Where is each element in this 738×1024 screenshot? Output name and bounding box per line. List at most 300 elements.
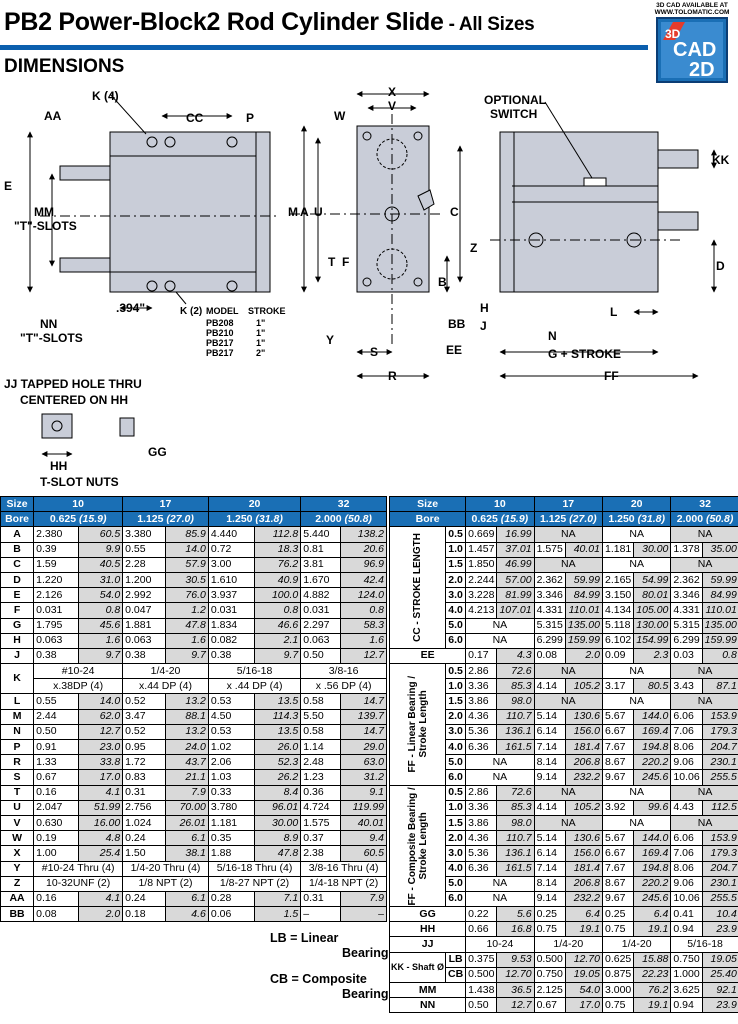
row-label: M <box>1 709 34 724</box>
cell-mm: 0.8 <box>255 603 301 618</box>
cell-mm: 19.1 <box>634 922 671 937</box>
cell-inch: 2.165 <box>602 572 633 587</box>
table-row <box>1 664 387 679</box>
label-c: C <box>450 205 459 219</box>
cell-inch: 9.67 <box>602 891 633 906</box>
cell-inch: 0.53 <box>208 724 254 739</box>
cell-mm: 96.9 <box>340 557 386 572</box>
model-name: PB210 <box>206 328 234 338</box>
cell-mm: 245.6 <box>634 770 671 785</box>
cell-inch: 0.25 <box>602 907 633 922</box>
cell-mm: 84.99 <box>565 588 602 603</box>
cell-inch: 4.213 <box>466 603 497 618</box>
cell-inch: 4.36 <box>466 709 497 724</box>
cell-inch: 4.36 <box>466 831 497 846</box>
label-f: F <box>342 255 350 269</box>
cell-inch: 0.375 <box>466 952 497 967</box>
cell-inch: 0.16 <box>34 785 79 800</box>
cell-mm: 1.6 <box>166 633 209 648</box>
table-row <box>390 937 738 952</box>
cell-inch: 0.047 <box>123 603 166 618</box>
cell-inch: 0.18 <box>123 907 166 922</box>
cell-inch: 1.181 <box>602 542 633 557</box>
cell-inch: 3.47 <box>123 709 166 724</box>
table-row <box>390 952 738 967</box>
cell-inch: 0.52 <box>123 694 166 709</box>
cell-mm: 23.0 <box>78 740 123 755</box>
note-lb-line2: Bearing <box>342 946 389 960</box>
table-row <box>390 527 738 542</box>
cell-mm: 30.5 <box>166 572 209 587</box>
cell-mm: 144.0 <box>634 709 671 724</box>
k-thread: 3/8-16 <box>301 664 387 679</box>
cell-na: NA <box>534 694 602 709</box>
cell-inch: 0.55 <box>123 542 166 557</box>
cell-inch: 0.95 <box>123 740 166 755</box>
cell-mm: 4.1 <box>78 891 123 906</box>
cell-inch: 1.834 <box>208 618 254 633</box>
cell-inch: 1.33 <box>34 755 79 770</box>
cell-inch: 2.047 <box>34 800 79 815</box>
cell-inch: 0.08 <box>34 907 79 922</box>
bore-mm: (15.9) <box>79 512 107 525</box>
cell-inch: 5.36 <box>466 846 497 861</box>
cell-mm: 4.3 <box>497 648 534 663</box>
label-r: R <box>388 369 397 383</box>
cell-span: 1/4-20 Thru (4) <box>123 861 209 876</box>
cell-inch: 4.440 <box>208 527 254 542</box>
cell-inch: 0.35 <box>208 831 254 846</box>
bore-row <box>1 512 387 527</box>
cell-inch: 0.72 <box>208 542 254 557</box>
cell-mm: 62.0 <box>78 709 123 724</box>
row-label: F <box>1 603 34 618</box>
cell-inch: 0.53 <box>208 694 254 709</box>
cell-mm: 9.9 <box>78 542 123 557</box>
cell-inch: 0.25 <box>534 907 565 922</box>
cell-inch: 1.02 <box>208 740 254 755</box>
cell-inch: 2.992 <box>123 588 166 603</box>
cell-inch: 5.67 <box>602 831 633 846</box>
cell-inch: 5.67 <box>602 709 633 724</box>
bore-inch: 1.250 <box>226 512 253 525</box>
stroke-label: 1.5 <box>446 557 466 572</box>
cell-inch: 9.06 <box>671 876 702 891</box>
k-thread: 1/4-20 <box>123 664 209 679</box>
label-y: Y <box>326 333 335 347</box>
group-label <box>390 785 446 907</box>
cell-mm: 96.01 <box>255 800 301 815</box>
size-row <box>1 497 387 512</box>
row-label: H <box>1 633 34 648</box>
cell-inch: 0.55 <box>34 694 79 709</box>
cell-inch: 1.200 <box>123 572 166 587</box>
cell-inch: 3.150 <box>602 588 633 603</box>
bore-value <box>534 512 602 527</box>
cell-inch: 0.625 <box>602 952 633 967</box>
cell-mm: 179.3 <box>702 846 738 861</box>
stroke-label: 3.0 <box>446 846 466 861</box>
cell-na: NA <box>534 527 602 542</box>
label-hh: HH <box>50 459 68 473</box>
bore-inch: 1.250 <box>608 512 635 525</box>
cell-inch: 4.882 <box>301 588 341 603</box>
table-row <box>1 588 387 603</box>
table-row <box>1 815 387 830</box>
cell-mm: 9.7 <box>78 648 123 663</box>
cell-inch: 2.38 <box>301 846 341 861</box>
row-label: D <box>1 572 34 587</box>
cell-inch: 3.81 <box>301 557 341 572</box>
cell-inch: 6.06 <box>671 831 702 846</box>
cell-mm: 105.2 <box>565 679 602 694</box>
cell-inch: 1.575 <box>534 542 565 557</box>
cell-mm: 12.70 <box>565 952 602 967</box>
cell-mm: 19.05 <box>702 952 738 967</box>
cell-mm: 1.6 <box>78 633 123 648</box>
cell-mm: 76.2 <box>634 983 671 998</box>
bore-inch: 2.000 <box>315 512 342 525</box>
cell-mm: 110.7 <box>497 709 534 724</box>
cell-inch: 5.14 <box>534 709 565 724</box>
cell-mm: 1.5 <box>255 907 301 922</box>
cell-inch: 0.09 <box>602 648 633 663</box>
cell-mm: 105.00 <box>634 603 671 618</box>
row-label: V <box>1 815 34 830</box>
bore-inch: 1.125 <box>137 512 164 525</box>
stroke-label: 2.0 <box>446 709 466 724</box>
cell-mm: 54.0 <box>78 588 123 603</box>
bore-value <box>301 512 387 527</box>
cell-inch: 0.50 <box>466 998 497 1013</box>
row-label: Y <box>1 861 34 876</box>
cell-inch: 1.378 <box>671 542 702 557</box>
cell-mm: 232.2 <box>565 770 602 785</box>
table-row <box>1 557 387 572</box>
cell-inch: 2.362 <box>671 572 702 587</box>
cell-mm: 19.1 <box>634 998 671 1013</box>
cell-mm: 135.00 <box>565 618 602 633</box>
cell-mm: 31.2 <box>340 770 386 785</box>
table-row <box>1 740 387 755</box>
page-title <box>4 8 534 37</box>
cell-inch: 0.31 <box>301 891 341 906</box>
cell-na: NA <box>602 694 670 709</box>
size-value: 17 <box>534 497 602 512</box>
table-row <box>1 831 387 846</box>
front-view <box>30 94 280 308</box>
cell-mm: 60.5 <box>78 527 123 542</box>
size-value: 32 <box>301 497 387 512</box>
cad-3d-2d-badge-icon <box>651 16 733 86</box>
cell-inch: 0.28 <box>208 891 254 906</box>
row-label: GG <box>390 907 466 922</box>
cell-inch: 1.438 <box>466 983 497 998</box>
model-name: PB217 <box>206 338 234 348</box>
cell-inch: 0.06 <box>208 907 254 922</box>
cell-na: NA <box>466 891 534 906</box>
cell-inch: 2.362 <box>534 572 565 587</box>
model-name: PB217 <box>206 348 234 358</box>
cell-inch: 0.750 <box>671 952 702 967</box>
model-name: PB208 <box>206 318 234 328</box>
row-label: P <box>1 740 34 755</box>
cell-mm: 1.6 <box>340 633 386 648</box>
bore-value <box>466 512 534 527</box>
cell-na: NA <box>466 618 534 633</box>
label-aa: AA <box>44 109 62 123</box>
cell-mm: 72.6 <box>497 785 534 800</box>
label-gg: GG <box>148 445 167 459</box>
cell-mm: 194.8 <box>634 740 671 755</box>
cell-mm: 19.1 <box>565 922 602 937</box>
cell-na: NA <box>602 557 670 572</box>
row-label: AA <box>1 891 34 906</box>
row-label: BB <box>1 907 34 922</box>
cell-mm: 12.7 <box>340 648 386 663</box>
label-jj-2: CENTERED ON HH <box>20 393 129 407</box>
table-row <box>390 998 738 1013</box>
cell-inch: 9.06 <box>671 755 702 770</box>
cell-mm: 14.7 <box>340 724 386 739</box>
cell-na: NA <box>602 527 670 542</box>
cell-mm: 204.7 <box>702 740 738 755</box>
cell-mm: 6.4 <box>565 907 602 922</box>
cell-inch: 0.24 <box>123 831 166 846</box>
cell-mm: 29.0 <box>340 740 386 755</box>
cell-inch: 1.23 <box>301 770 341 785</box>
table-row <box>390 907 738 922</box>
label-p: P <box>246 111 255 125</box>
model-table-header: STROKE <box>248 306 286 316</box>
table-row <box>1 770 387 785</box>
cell-mm: 255.5 <box>702 891 738 906</box>
cell-inch: 0.37 <box>301 831 341 846</box>
label-bb: BB <box>448 317 466 331</box>
table-row <box>1 861 387 876</box>
bore-mm: (31.8) <box>255 512 283 525</box>
cell-mm: 76.2 <box>255 557 301 572</box>
cad-logo[interactable] <box>651 2 733 88</box>
cell-inch: 0.22 <box>466 907 497 922</box>
cell-mm: 7.9 <box>166 785 209 800</box>
cell-mm: 110.01 <box>565 603 602 618</box>
cell-na: NA <box>671 694 738 709</box>
cell-mm: 9.7 <box>255 648 301 663</box>
cell-mm: 15.88 <box>634 952 671 967</box>
cell-inch: 9.67 <box>602 770 633 785</box>
cell-na: NA <box>466 633 534 648</box>
cell-inch: 5.36 <box>466 724 497 739</box>
stroke-label: LB <box>446 952 466 967</box>
cell-inch: 5.14 <box>534 831 565 846</box>
label-switch: SWITCH <box>490 107 538 121</box>
cell-na: NA <box>466 770 534 785</box>
cell-mm: 181.4 <box>565 740 602 755</box>
cell-mm: 0.8 <box>702 648 738 663</box>
cell-inch: 3.346 <box>671 588 702 603</box>
cell-mm: 92.1 <box>702 983 738 998</box>
table-row <box>390 922 738 937</box>
cell-mm: 139.7 <box>340 709 386 724</box>
cell-inch: 2.380 <box>34 527 79 542</box>
cell-mm: 12.7 <box>497 998 534 1013</box>
cell-span: 3/8-16 Thru (4) <box>301 861 387 876</box>
cell-na: NA <box>534 785 602 800</box>
cell-mm: 43.7 <box>166 755 209 770</box>
label-ee: EE <box>446 343 463 357</box>
group-label <box>390 664 446 786</box>
cell-mm: 20.6 <box>340 542 386 557</box>
table-row <box>1 785 387 800</box>
table-row <box>1 648 387 663</box>
cell-mm: 169.4 <box>634 846 671 861</box>
cell-mm: 130.00 <box>634 618 671 633</box>
label-b: B <box>438 275 447 289</box>
bore-mm: (15.9) <box>500 512 529 525</box>
cell-inch: 0.500 <box>534 952 565 967</box>
table-row <box>1 572 387 587</box>
cell-inch: 2.44 <box>34 709 79 724</box>
cell-inch: 1.59 <box>34 557 79 572</box>
cell-inch: – <box>301 907 341 922</box>
bore-mm: (31.8) <box>637 512 665 525</box>
cell-inch: 0.75 <box>602 998 633 1013</box>
note-cb <box>270 972 389 1002</box>
row-label: Z <box>1 876 34 891</box>
label-m: M <box>288 205 298 219</box>
cell-inch: 8.14 <box>534 755 565 770</box>
k-thread: #10-24 <box>34 664 123 679</box>
row-label: J <box>1 648 34 663</box>
cell-inch: 1.670 <box>301 572 341 587</box>
label-cc: CC <box>186 111 204 125</box>
cell-mm: 6.1 <box>166 831 209 846</box>
cell-mm: 4.1 <box>78 785 123 800</box>
stroke-label: 1.0 <box>446 800 466 815</box>
cell-mm: 80.5 <box>634 679 671 694</box>
cell-mm: 98.0 <box>497 694 534 709</box>
table-row <box>1 800 387 815</box>
cell-mm: 138.2 <box>340 527 386 542</box>
cell-mm: 245.6 <box>634 891 671 906</box>
label-tslot-nuts: T-SLOT NUTS <box>40 475 119 489</box>
cell-inch: 0.52 <box>123 724 166 739</box>
bore-mm: (27.0) <box>166 512 194 525</box>
cell-inch: 1.457 <box>466 542 497 557</box>
cell-mm: 156.0 <box>565 846 602 861</box>
cell-inch: 3.000 <box>602 983 633 998</box>
stroke-label: 5.0 <box>446 755 466 770</box>
cell-mm: 47.8 <box>166 618 209 633</box>
cell-mm: 18.3 <box>255 542 301 557</box>
label-w: W <box>334 109 346 123</box>
row-label: NN <box>390 998 466 1013</box>
cell-mm: 9.4 <box>340 831 386 846</box>
cell-mm: 105.2 <box>565 800 602 815</box>
stroke-label: 4.0 <box>446 861 466 876</box>
stroke-label: 0.5 <box>446 527 466 542</box>
cell-mm: 46.6 <box>255 618 301 633</box>
row-label: E <box>1 588 34 603</box>
cell-span: 10-24 <box>466 937 534 952</box>
cell-inch: 0.67 <box>34 770 79 785</box>
cell-inch: 7.06 <box>671 846 702 861</box>
label-s: S <box>370 345 379 359</box>
cell-mm: 194.8 <box>634 861 671 876</box>
cell-mm: 63.0 <box>340 755 386 770</box>
cell-mm: 161.5 <box>497 740 534 755</box>
cell-mm: 19.05 <box>565 967 602 982</box>
stroke-label: CB <box>446 967 466 982</box>
cell-inch: 10.06 <box>671 891 702 906</box>
cell-mm: 85.3 <box>497 679 534 694</box>
group-label-text: CC - STROKE LENGTH <box>412 533 423 643</box>
cell-mm: 0.8 <box>340 603 386 618</box>
cell-mm: 9.53 <box>497 952 534 967</box>
cell-mm: 220.2 <box>634 755 671 770</box>
cell-mm: 30.00 <box>255 815 301 830</box>
cell-inch: 0.38 <box>34 648 79 663</box>
model-stroke: 1" <box>256 338 266 348</box>
cell-span: 1/4-20 <box>602 937 670 952</box>
cell-inch: 1.50 <box>123 846 166 861</box>
cell-mm: 54.99 <box>634 572 671 587</box>
cell-inch: 0.24 <box>123 891 166 906</box>
cell-mm: 8.9 <box>255 831 301 846</box>
cell-inch: 0.063 <box>123 633 166 648</box>
cell-mm: 2.0 <box>78 907 123 922</box>
cell-mm: 136.1 <box>497 846 534 861</box>
cell-inch: 0.16 <box>34 891 79 906</box>
label-nn: NN <box>40 317 58 331</box>
table-row <box>1 679 387 694</box>
cell-mm: 2.1 <box>255 633 301 648</box>
cell-inch: 5.315 <box>671 618 702 633</box>
cell-mm: 45.6 <box>78 618 123 633</box>
cell-inch: 3.937 <box>208 588 254 603</box>
size-row <box>390 497 738 512</box>
cell-mm: 16.8 <box>497 922 534 937</box>
cell-mm: 14.0 <box>78 694 123 709</box>
cell-inch: 0.83 <box>123 770 166 785</box>
cell-mm: 119.99 <box>340 800 386 815</box>
cell-mm: 153.9 <box>702 831 738 846</box>
bore-label: Bore <box>390 512 466 527</box>
table-row <box>1 633 387 648</box>
cell-inch: 0.031 <box>301 603 341 618</box>
cell-na: NA <box>602 785 670 800</box>
cell-mm: 59.99 <box>702 572 738 587</box>
cell-mm: 33.8 <box>78 755 123 770</box>
size-label: Size <box>1 497 34 512</box>
bore-value <box>208 512 300 527</box>
cell-span: 1/4-20 <box>534 937 602 952</box>
cell-inch: 5.118 <box>602 618 633 633</box>
cell-mm: 169.4 <box>634 724 671 739</box>
label-t-slots: "T"-SLOTS <box>14 219 77 233</box>
cell-inch: 3.346 <box>534 588 565 603</box>
cell-mm: 159.99 <box>565 633 602 648</box>
cell-inch: 6.299 <box>534 633 565 648</box>
k-thread: 5/16-18 <box>208 664 300 679</box>
label-v: V <box>388 99 397 113</box>
size-value: 32 <box>671 497 738 512</box>
cell-mm: 57.9 <box>166 557 209 572</box>
group-label <box>390 527 446 649</box>
cell-mm: 46.99 <box>497 557 534 572</box>
model-stroke: 2" <box>256 348 266 358</box>
